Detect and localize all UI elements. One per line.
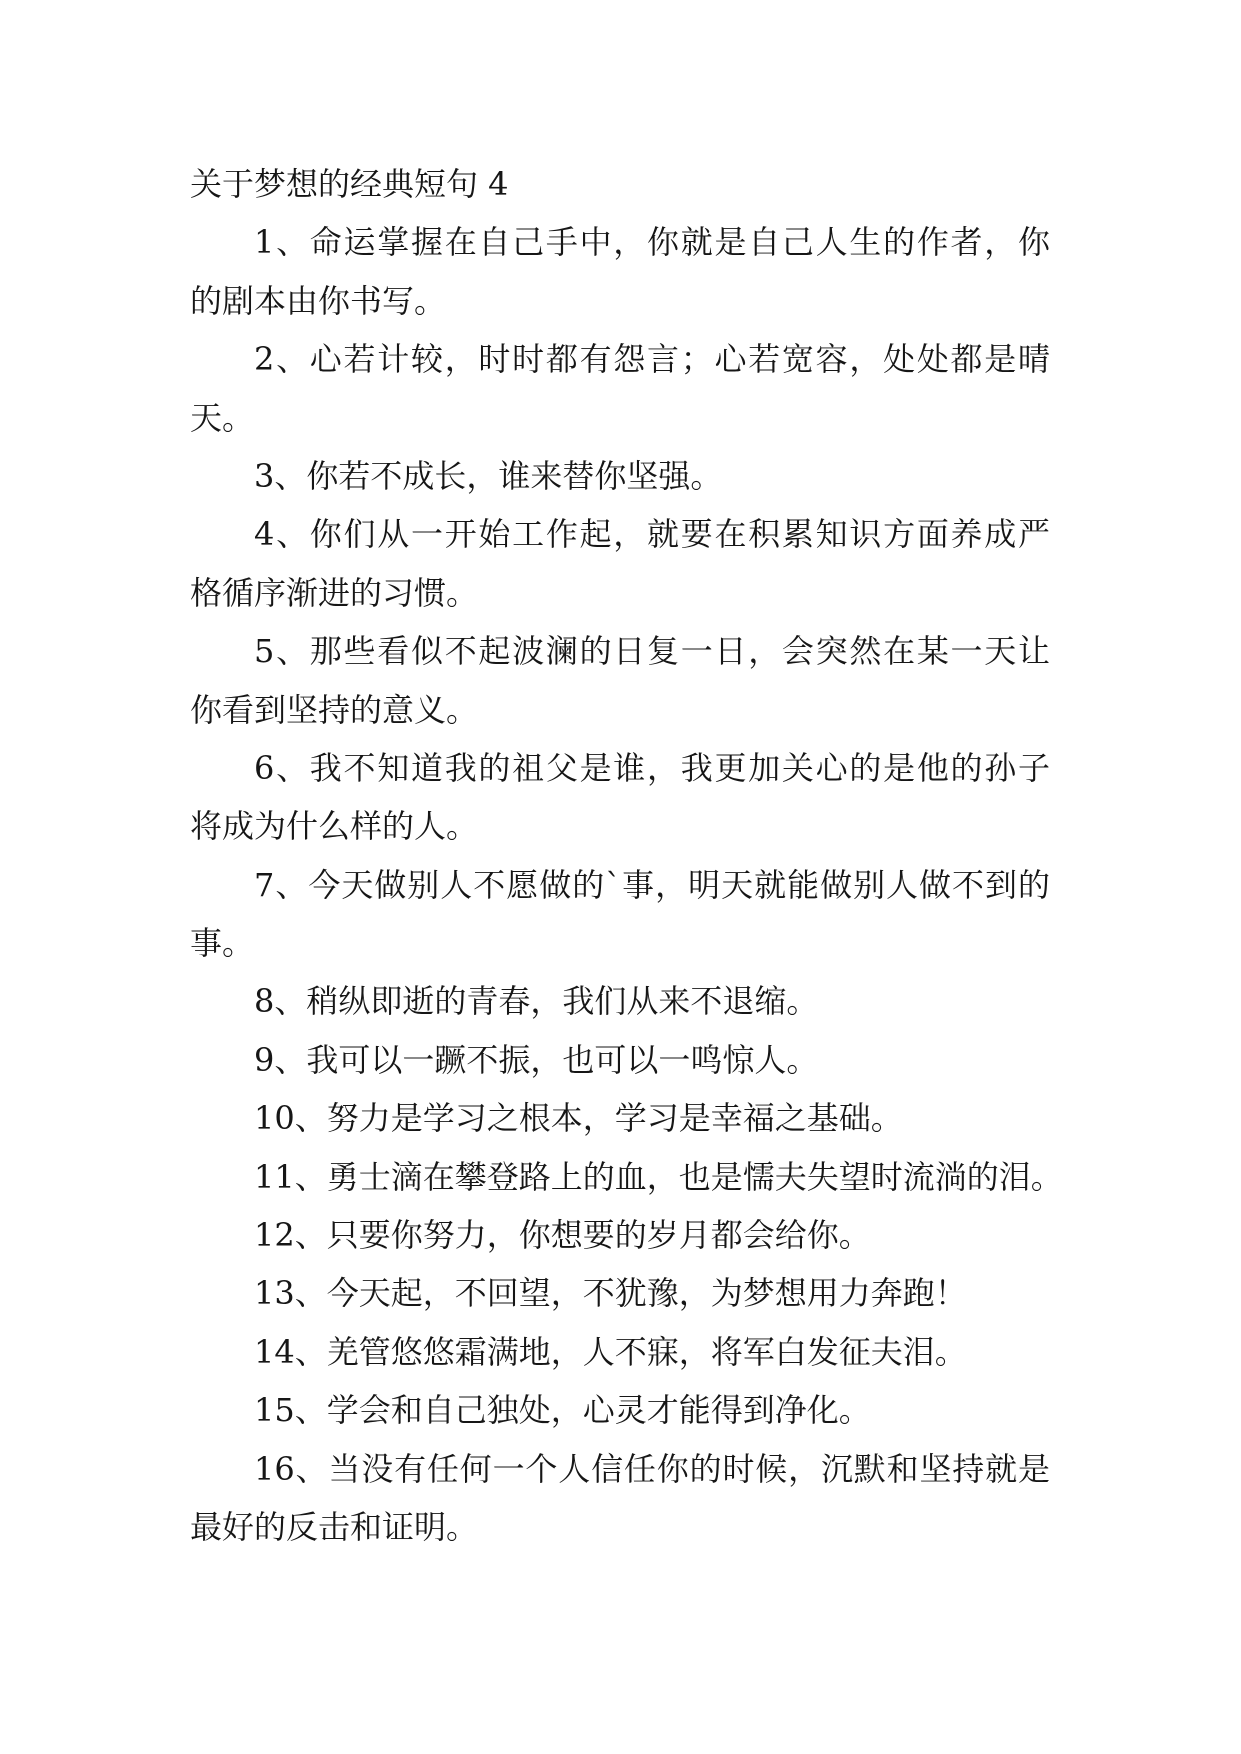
quote-line: 事。 xyxy=(190,924,255,963)
quote-item xyxy=(190,1031,1050,1089)
quote-line: 4、你们从一开始工作起，就要在积累知识方面养成严 xyxy=(254,515,1050,554)
quote-line: 16、当没有任何一个人信任你的时候，沉默和坚持就是 xyxy=(254,1449,1050,1488)
quote-line: 6、我不知道我的祖父是谁，我更加关心的是他的孙子 xyxy=(254,748,1050,787)
quote-line: 你看到坚持的意义。 xyxy=(190,690,479,729)
quote-line: 天。 xyxy=(190,398,255,437)
document-body xyxy=(190,155,1063,1556)
document-title: 关于梦想的经典短句 4 xyxy=(190,165,509,203)
quote-line: 3、你若不成长，谁来替你坚强。 xyxy=(254,456,723,495)
quote-line: 7、今天做别人不愿做的`事，明天就能做别人做不到的 xyxy=(254,865,1050,904)
quote-line: 10、努力是学习之根本，学习是幸福之基础。 xyxy=(254,1099,903,1138)
quote-item xyxy=(190,447,1050,505)
quote-line: 1、命运掌握在自己手中，你就是自己人生的作者，你 xyxy=(254,223,1050,262)
quote-line: 5、那些看似不起波澜的日复一日，会突然在某一天让 xyxy=(254,632,1050,671)
quote-list xyxy=(190,213,1063,1556)
quote-line: 8、稍纵即逝的青春，我们从来不退缩。 xyxy=(254,982,819,1021)
quote-item xyxy=(190,856,1050,973)
quote-item xyxy=(190,505,1050,622)
quote-line: 2、心若计较，时时都有怨言；心若宽容，处处都是晴 xyxy=(254,340,1050,379)
quote-item xyxy=(190,1206,1050,1264)
quote-item xyxy=(190,330,1050,447)
quote-item xyxy=(190,1264,1050,1322)
quote-item xyxy=(190,1323,1050,1381)
quote-line: 15、学会和自己独处，心灵才能得到净化。 xyxy=(254,1391,871,1430)
quote-item xyxy=(190,1148,1063,1206)
quote-line: 13、今天起，不回望，不犹豫，为梦想用力奔跑！ xyxy=(254,1274,967,1313)
quote-line: 9、我可以一蹶不振，也可以一鸣惊人。 xyxy=(254,1040,819,1079)
quote-line: 最好的反击和证明。 xyxy=(190,1507,479,1546)
quote-item xyxy=(190,972,1050,1030)
quote-line: 11、勇士滴在攀登路上的血，也是懦夫失望时流淌的泪。 xyxy=(254,1157,1063,1196)
quote-line: 的剧本由你书写。 xyxy=(190,281,447,320)
quote-item xyxy=(190,213,1050,330)
quote-item xyxy=(190,1440,1050,1557)
quote-item xyxy=(190,1089,1050,1147)
quote-line: 14、羌管悠悠霜满地，人不寐，将军白发征夫泪。 xyxy=(254,1332,967,1371)
quote-item xyxy=(190,739,1050,856)
quote-item xyxy=(190,622,1050,739)
quote-line: 12、只要你努力，你想要的岁月都会给你。 xyxy=(254,1216,871,1255)
quote-line: 格循序渐进的习惯。 xyxy=(190,573,479,612)
quote-line: 将成为什么样的人。 xyxy=(190,807,479,846)
quote-item xyxy=(190,1381,1050,1439)
